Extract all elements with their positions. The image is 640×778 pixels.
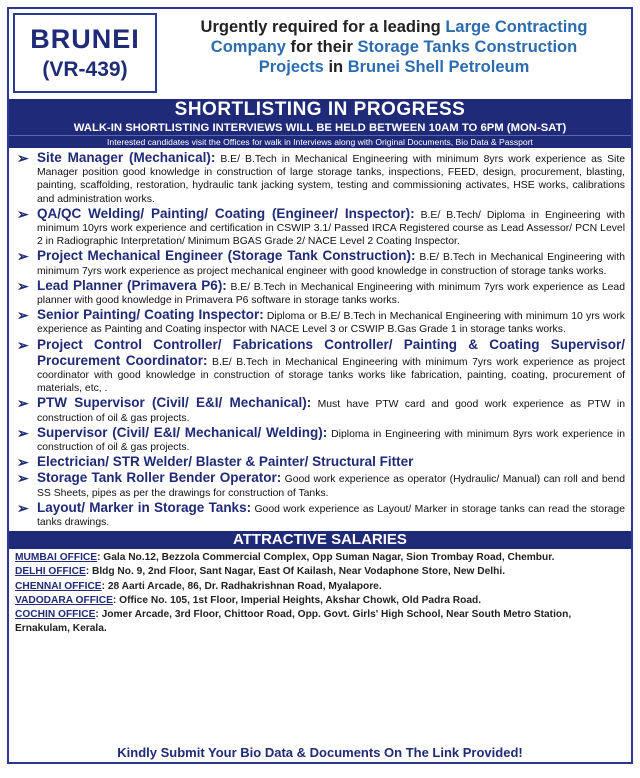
job-title: Lead Planner (Primavera P6):	[37, 277, 227, 293]
walkin-notice: WALK-IN SHORTLISTING INTERVIEWS WILL BE HELD BETWEEN 10AM TO 6PM (MON-SAT)	[9, 121, 631, 135]
job-item	[17, 278, 625, 307]
job-description: B.E/ B.Tech in Mechanical Engineering with minimum 7yrs work experience as Lead planner with good knowledge in Primavera P6 software in storage tanks works.	[37, 281, 625, 307]
office-name: MUMBAI OFFICE	[15, 552, 98, 564]
headline-highlight: Projects	[258, 58, 324, 76]
arrow-bullet-icon: ➢	[17, 470, 29, 487]
arrow-bullet-icon: ➢	[17, 150, 29, 166]
office-row	[15, 594, 625, 608]
office-row	[15, 565, 625, 579]
headline-highlight: Brunei Shell Petroleum	[347, 58, 530, 76]
job-item	[17, 395, 625, 424]
headline-highlight: Storage Tanks Construction	[357, 38, 578, 56]
office-name: VADODARA OFFICE	[15, 594, 113, 606]
headline-text: in	[323, 58, 348, 76]
job-title: Layout/ Marker in Storage Tanks:	[37, 499, 252, 515]
job-title: Supervisor (Civil/ E&I/ Mechanical/ Welding):	[37, 424, 328, 440]
job-description: Diploma or B.E/ B.Tech in Mechanical Engineering with minimum 10 yrs work experience as Painting and Coating inspector with NACE Level 3 or CSWIP B.Gas Grade 1 in storage tanks works.	[37, 311, 625, 336]
office-name: CHENNAI OFFICE	[15, 580, 102, 592]
country-name: BRUNEI	[30, 24, 140, 54]
office-list	[9, 549, 631, 638]
job-title: QA/QC Welding/ Painting/ Coating (Engineer/ Inspector):	[37, 205, 415, 221]
job-title: Storage Tank Roller Bender Operator:	[37, 470, 282, 486]
job-title: Electrician/ STR Welder/ Blaster & Painter/ Structural Fitter	[37, 454, 414, 470]
arrow-bullet-icon: ➢	[17, 395, 29, 412]
office-address: : 28 Aarti Arcade, 86, Dr. Radhakrishnan Road, Myalapore.	[101, 580, 382, 592]
job-description: Must have PTW card and good work experience as PTW in construction of oil & gas projects.	[37, 399, 625, 424]
headline-text: for their	[285, 38, 358, 56]
job-description: B.E/ B.Tech/ Diploma in Engineering with minimum 10yrs work experience and certification in CSWIP 3.1/ Passed IRCA Registered course as Lead Assessor/ PCN Level 2 in Radiographic Interpretation/ Minimum BGAS Grade 2/ NACE Level 2 Coating Inspector.	[37, 209, 625, 248]
arrow-bullet-icon: ➢	[17, 336, 29, 353]
job-description: B.E/ B.Tech in Mechanical Engineering with minimum 8yrs work experience as Site Manager position good knowledge in construction of large storage tanks, inspections, FEED, design, procurement, blasting, painting, scaffolding, restoration, hydraulic tank jacking system, testing and commissioning activates, HSE works, calibrations and administration works.	[37, 154, 626, 205]
office-row	[15, 608, 625, 636]
headline-highlight: Large Contracting	[445, 18, 588, 36]
job-description: B.E/ B.Tech in Mechanical Engineering with minimum 7yrs work experience as project coordinator with good knowledge in construction of storage tanks works like fabrication, painting, coating, procurement of materials, etc, .	[37, 356, 625, 395]
headline-text: Urgently required for a leading	[200, 18, 446, 36]
job-item	[17, 454, 625, 470]
office-row	[15, 580, 625, 594]
arrow-bullet-icon: ➢	[17, 499, 29, 516]
job-advertisement	[7, 7, 633, 764]
job-title: Project Control Controller/ Fabrications Controller/ Painting & Coating Supervisor/ Procurement Coordinator:	[37, 336, 625, 368]
job-title: Senior Painting/ Coating Inspector:	[37, 307, 264, 323]
arrow-bullet-icon: ➢	[17, 424, 29, 441]
job-title: PTW Supervisor (Civil/ E&I/ Mechanical):	[37, 395, 312, 411]
job-item	[17, 248, 625, 277]
job-title: Site Manager (Mechanical):	[37, 150, 216, 165]
arrow-bullet-icon: ➢	[17, 454, 29, 471]
arrow-bullet-icon: ➢	[17, 248, 29, 265]
arrow-bullet-icon: ➢	[17, 277, 29, 294]
shortlisting-banner: SHORTLISTING IN PROGRESS	[9, 99, 631, 121]
job-item	[17, 470, 625, 499]
country-box	[13, 13, 157, 93]
office-name: DELHI OFFICE	[15, 566, 86, 578]
headline-highlight: Company	[210, 38, 286, 56]
office-address: : Bldg No. 9, 2nd Floor, Sant Nagar, East Of Kailash, Near Vodaphone Store, New Delhi.	[85, 566, 506, 578]
job-description: Good work experience as operator (Hydraulic/ Manual) can roll and bend SS Sheets, pipes as per the drawings for construction of Tanks.	[37, 474, 625, 499]
job-item	[17, 500, 625, 529]
office-address: : Gala No.12, Bezzola Commercial Complex, Opp Suman Nagar, Sion Trombay Road, Chembur.	[97, 552, 555, 564]
job-description: Good work experience as Layout/ Marker in storage tanks can read the storage tanks drawings.	[37, 503, 625, 529]
job-item	[17, 150, 625, 206]
office-address: : Office No. 105, 1st Floor, Imperial Heights, Akshar Chowk, Old Padra Road.	[112, 594, 482, 606]
arrow-bullet-icon: ➢	[17, 307, 29, 324]
office-name: COCHIN OFFICE	[15, 609, 96, 621]
job-title: Project Mechanical Engineer (Storage Tank Construction):	[37, 248, 416, 264]
headline	[157, 9, 631, 95]
job-item	[17, 337, 625, 396]
salary-banner: ATTRACTIVE SALARIES	[9, 531, 631, 549]
job-item	[17, 206, 625, 249]
arrow-bullet-icon: ➢	[17, 205, 29, 222]
header	[9, 9, 631, 95]
job-item	[17, 425, 625, 454]
job-description: B.E/ B.Tech in Mechanical Engineering with minimum 7yrs work experience as project mechanical engineer with good knowledge in construction of storage tanks works.	[37, 252, 625, 277]
job-list	[9, 148, 631, 529]
job-description: Diploma in Engineering with minimum 8yrs work experience in construction of oil & gas projects.	[37, 428, 625, 454]
office-address: : Jomer Arcade, 3rd Floor, Chittoor Road, Opp. Govt. Girls' High School, Near South Metro Station, Ernakulam, Kerala.	[15, 609, 572, 635]
job-item	[17, 307, 625, 336]
office-row	[15, 551, 625, 565]
vacancy-reference: (VR-439)	[42, 58, 128, 81]
footer-cta: Kindly Submit Your Bio Data & Documents On The Link Provided!	[117, 745, 523, 760]
document-note: Interested candidates visit the Offices for walk in Interviews along with Original Documents, Bio Data & Passport	[9, 135, 631, 148]
